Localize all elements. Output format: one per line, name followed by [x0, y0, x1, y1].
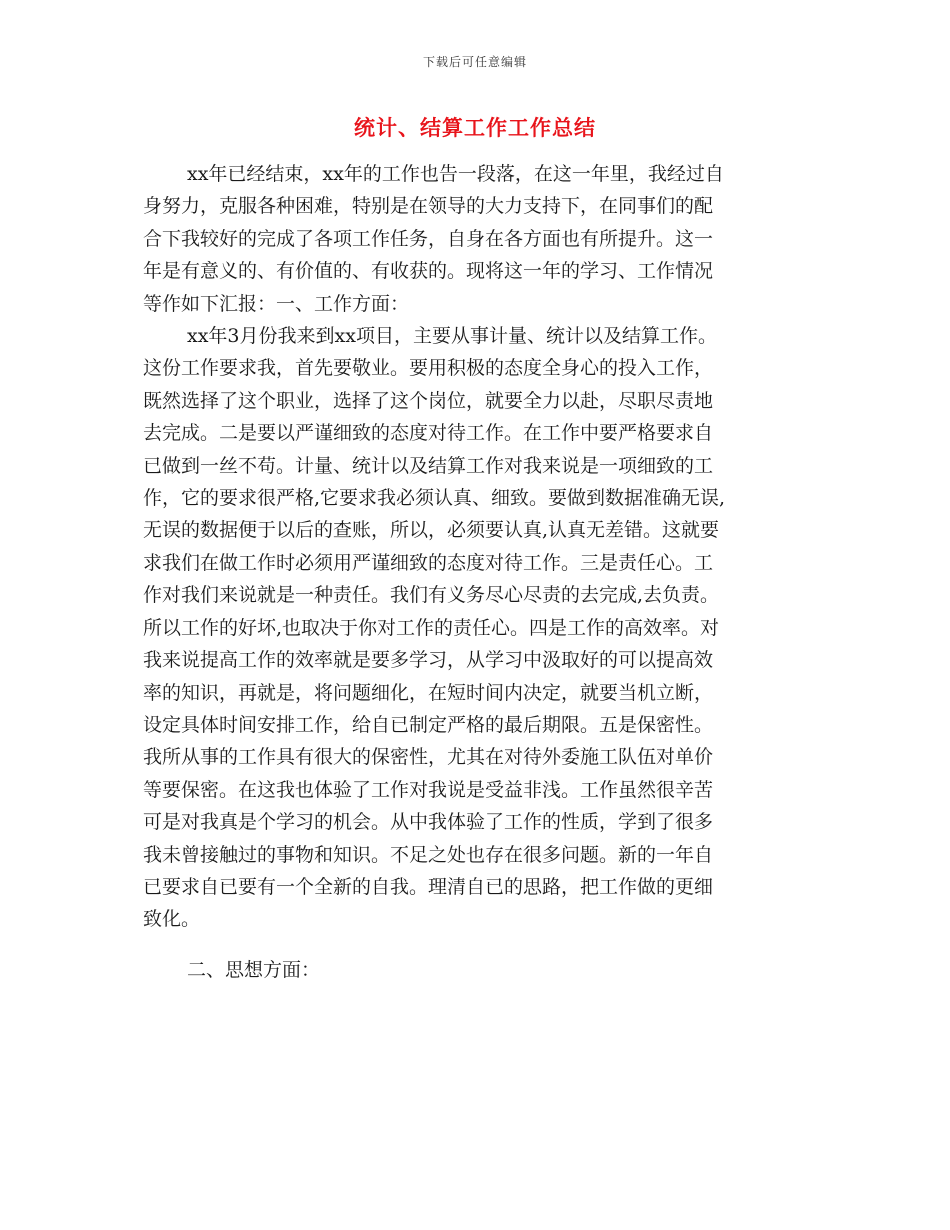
text-line: 率的知识，再就是，将问题细化，在短时间内决定，就要当机立断， [143, 681, 714, 704]
text-line: 合下我较好的完成了各项工作任务，自身在各方面也有所提升。这一 [143, 227, 714, 250]
header-note: 下载后可任意编辑 [422, 55, 527, 69]
text-line: 作，它的要求很严格,它要求我必须认真、细致。要做到数据准确无误, [143, 487, 726, 510]
text-line: 所以工作的好坏,也取决于你对工作的责任心。四是工作的高效率。对 [143, 616, 720, 639]
text-line: 我未曾接触过的事物和知识。不足之处也存在很多问题。新的一年自 [143, 843, 714, 866]
document-body [143, 158, 811, 986]
text-line: xx年3月份我来到xx项目，主要从事计量、统计以及结算工作。 [187, 325, 717, 348]
text-line: 等作如下汇报：一、工作方面： [143, 292, 410, 315]
text-line: 年是有意义的、有价值的、有收获的。现将这一年的学习、工作情况 [143, 260, 714, 283]
paragraph-1 [143, 158, 811, 320]
text-line: 去完成。二是要以严谨细致的态度对待工作。在工作中要严格要求自 [143, 422, 714, 445]
text-line: 求我们在做工作时必须用严谨细致的态度对待工作。三是责任心。工 [143, 551, 714, 574]
text-line: 等要保密。在这我也体验了工作对我说是受益非浅。工作虽然很辛苦 [143, 778, 714, 801]
paragraph-2 [143, 320, 811, 936]
text-line: 已要求自已要有一个全新的自我。理清自已的思路，把工作做的更细 [143, 875, 714, 898]
document-title: 统计、结算工作工作总结 [354, 115, 596, 140]
text-line: 作对我们来说就是一种责任。我们有义务尽心尽责的去完成,去负责。 [143, 584, 720, 607]
text-line: 致化。 [143, 908, 201, 931]
text-line: 我所从事的工作具有很大的保密性，尤其在对待外委施工队伍对单价 [143, 746, 714, 769]
text-line: xx年已经结束，xx年的工作也告一段落，在这一年里，我经过自 [187, 163, 724, 185]
text-line: 我来说提高工作的效率就是要多学习，从学习中汲取好的可以提高效 [143, 649, 714, 672]
text-line: 可是对我真是个学习的机会。从中我体验了工作的性质，学到了很多 [143, 811, 714, 834]
text-line: 这份工作要求我，首先要敬业。要用积极的态度全身心的投入工作， [143, 357, 714, 380]
text-line: 已做到一丝不苟。计量、统计以及结算工作对我来说是一项细致的工 [143, 454, 714, 477]
text-line: 无误的数据便于以后的查账，所以，必须要认真,认真无差错。这就要 [143, 519, 720, 542]
section-heading: 二、思想方面： [187, 958, 321, 981]
text-line: 既然选择了这个职业，选择了这个岗位，就要全力以赴，尽职尽责地 [143, 389, 714, 412]
text-line: 身努力，克服各种困难，特别是在领导的大力支持下，在同事们的配 [143, 195, 714, 218]
text-line: 设定具体时间安排工作，给自已制定严格的最后期限。五是保密性。 [143, 713, 714, 736]
